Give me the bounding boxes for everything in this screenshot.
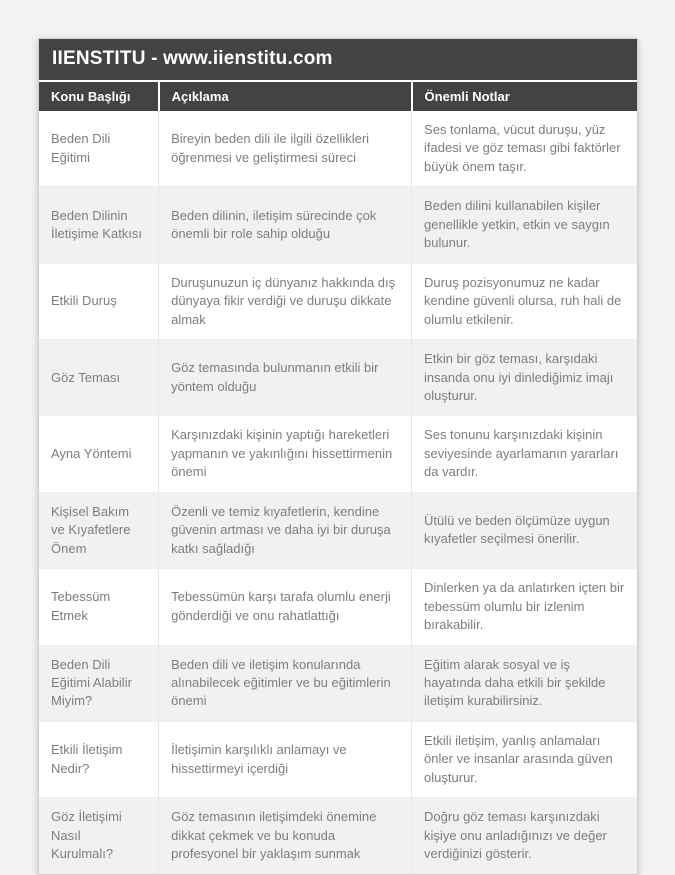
page-title: IIENSTITU - www.iienstitu.com: [39, 39, 637, 80]
table-row: [39, 798, 637, 874]
topic-cell: Etkili Duruş: [39, 263, 159, 339]
notes-cell: Duruş pozisyonumuz ne kadar kendine güvenli olursa, ruh hali de olumlu etkilenir.: [412, 263, 637, 339]
topic-cell: Etkili İletişim Nedir?: [39, 721, 159, 797]
description-cell: Göz temasının iletişimdeki önemine dikkat çekmek ve bu konuda profesyonel bir yaklaşım sunmak: [159, 798, 412, 874]
table-row: [39, 416, 637, 492]
column-header-topic: Konu Başlığı: [39, 82, 159, 111]
notes-cell: Ses tonlama, vücut duruşu, yüz ifadesi ve göz teması gibi faktörler büyük önem taşır.: [412, 111, 637, 187]
description-cell: Tebessümün karşı tarafa olumlu enerji gönderdiği ve onu rahatlattığı: [159, 569, 412, 645]
description-cell: Beden dili ve iletişim konularında alınabilecek eğitimler ve bu eğitimlerin önemi: [159, 645, 412, 721]
column-header-description: Açıklama: [159, 82, 412, 111]
table-row: [39, 263, 637, 339]
data-table: [39, 82, 637, 874]
notes-cell: Eğitim alarak sosyal ve iş hayatında daha etkili bir şekilde iletişim kurabilirsiniz.: [412, 645, 637, 721]
topic-cell: Tebessüm Etmek: [39, 569, 159, 645]
notes-cell: Etkili iletişim, yanlış anlamaları önler ve insanlar arasında güven oluşturur.: [412, 721, 637, 797]
topic-cell: Göz İletişimi Nasıl Kurulmalı?: [39, 798, 159, 874]
table-row: [39, 111, 637, 187]
table-row: [39, 569, 637, 645]
topic-cell: Kişisel Bakım ve Kıyafetlere Önem: [39, 492, 159, 568]
content-card: [38, 38, 638, 875]
description-cell: İletişimin karşılıklı anlamayı ve hissettirmeyi içerdiği: [159, 721, 412, 797]
table-body: [39, 111, 637, 874]
table-row: [39, 187, 637, 263]
topic-cell: Ayna Yöntemi: [39, 416, 159, 492]
description-cell: Bireyin beden dili ile ilgili özellikleri öğrenmesi ve geliştirmesi süreci: [159, 111, 412, 187]
description-cell: Göz temasında bulunmanın etkili bir yöntem olduğu: [159, 340, 412, 416]
description-cell: Beden dilinin, iletişim sürecinde çok önemli bir role sahip olduğu: [159, 187, 412, 263]
description-cell: Karşınızdaki kişinin yaptığı hareketleri yapmanın ve yakınlığını hissettirmenin önemi: [159, 416, 412, 492]
notes-cell: Etkin bir göz teması, karşıdaki insanda onu iyi dinlediğimiz imajı oluşturur.: [412, 340, 637, 416]
column-header-notes: Önemli Notlar: [412, 82, 637, 111]
description-cell: Duruşunuzun iç dünyanız hakkında dış dünyaya fikir verdiği ve duruşu dikkate almak: [159, 263, 412, 339]
topic-cell: Beden Dilinin İletişime Katkısı: [39, 187, 159, 263]
notes-cell: Ses tonunu karşınızdaki kişinin seviyesinde ayarlamanın yararları da vardır.: [412, 416, 637, 492]
table-row: [39, 492, 637, 568]
table-row: [39, 340, 637, 416]
notes-cell: Beden dilini kullanabilen kişiler genellikle yetkin, etkin ve saygın bulunur.: [412, 187, 637, 263]
topic-cell: Beden Dili Eğitimi: [51, 131, 111, 165]
table-row: [39, 645, 637, 721]
topic-cell: Beden Dili Eğitimi Alabilir Miyim?: [39, 645, 159, 721]
table-row: [39, 721, 637, 797]
notes-cell: Doğru göz teması karşınızdaki kişiye onu anladığınızı ve değer verdiğinizi gösterir.: [412, 798, 637, 874]
notes-cell: Ütülü ve beden ölçümüze uygun kıyafetler seçilmesi önerilir.: [412, 492, 637, 568]
table-header-row: [39, 82, 637, 111]
notes-cell: Dinlerken ya da anlatırken içten bir tebessüm olumlu bir izlenim bırakabilir.: [412, 569, 637, 645]
description-cell: Özenli ve temiz kıyafetlerin, kendine güvenin artması ve daha iyi bir duruşa katkı sağladığı: [159, 492, 412, 568]
topic-cell: Göz Teması: [39, 340, 159, 416]
